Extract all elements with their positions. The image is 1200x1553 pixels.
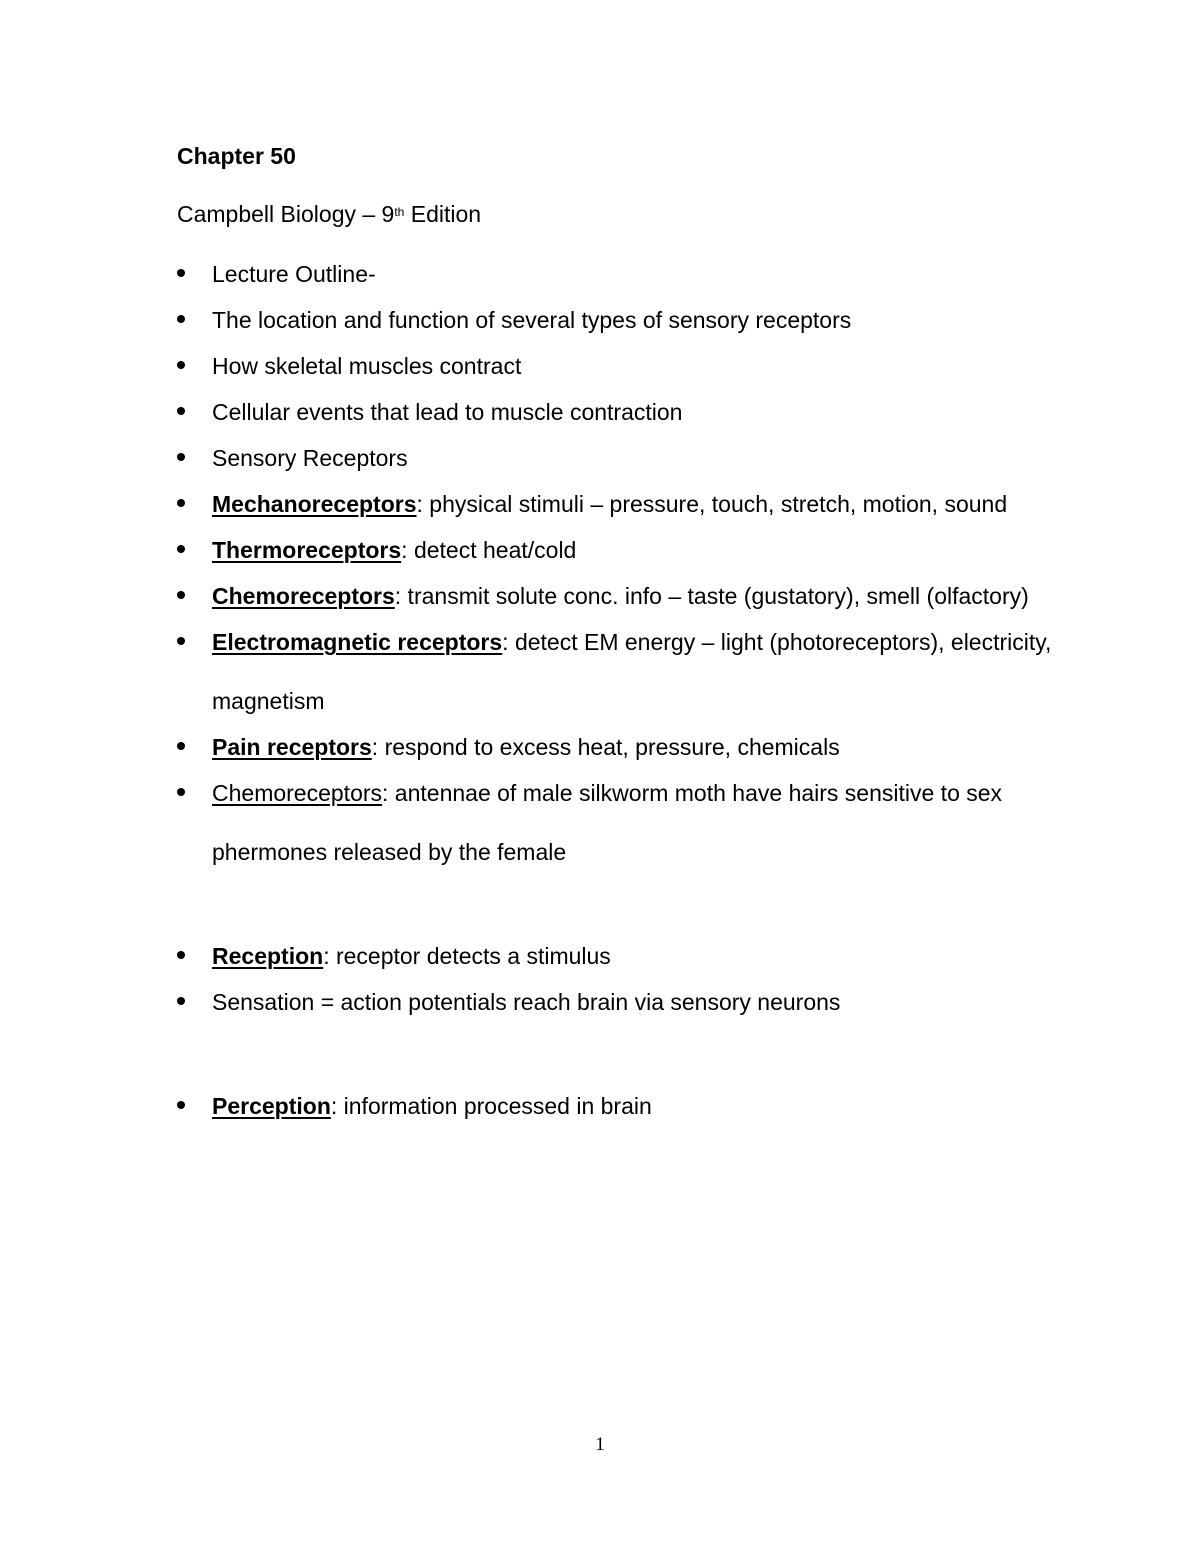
outline-item: [177, 613, 1057, 731]
edition-superscript: th: [394, 205, 405, 219]
outline-term: Chemoreceptors: [212, 583, 395, 609]
bullet-icon: [177, 1101, 185, 1109]
bullet-icon: [177, 742, 185, 750]
bullet-icon: [177, 997, 185, 1005]
bullet-icon: [177, 545, 185, 553]
bullet-icon: [177, 269, 185, 277]
outline-term: Mechanoreceptors: [212, 491, 417, 517]
edition-word: Edition: [404, 201, 482, 227]
chapter-title: Chapter 50: [177, 143, 296, 169]
page-number: 1: [595, 1434, 605, 1455]
bullet-icon: [177, 407, 185, 415]
outline-text: : respond to excess heat, pressure, chemicals: [371, 734, 840, 760]
bullet-icon: [177, 788, 185, 796]
bullet-icon: [177, 499, 185, 507]
bullet-icon: [177, 453, 185, 461]
outline-item: [177, 973, 1057, 1032]
outline-text: How skeletal muscles contract: [212, 353, 522, 379]
outline-term: Electromagnetic receptors: [212, 629, 503, 655]
outline-term: Perception: [212, 1093, 331, 1119]
bullet-icon: [177, 637, 185, 645]
outline-item: [177, 764, 1057, 882]
outline-text: : transmit solute conc. info – taste (gustatory), smell (olfactory): [394, 583, 1029, 609]
outline-term: Reception: [212, 943, 324, 969]
outline-term: Chemoreceptors: [212, 780, 383, 806]
outline-text: The location and function of several types of sensory receptors: [212, 307, 852, 333]
outline-term: Pain receptors: [212, 734, 372, 760]
outline-text: Lecture Outline-: [212, 261, 376, 287]
outline-item: [177, 1077, 1057, 1136]
outline-text: : antennae of male silkworm moth have hairs sensitive to sex phermones released by the female: [212, 780, 1003, 865]
bullet-icon: [177, 315, 185, 323]
book-title: Campbell Biology – 9: [177, 201, 395, 227]
outline-text: : receptor detects a stimulus: [323, 943, 611, 969]
outline-text: : information processed in brain: [330, 1093, 652, 1119]
outline-text: Sensory Receptors: [212, 445, 408, 471]
outline-text: : detect EM energy – light (photoreceptors), electricity, magnetism: [212, 629, 1052, 714]
outline-text: : physical stimuli – pressure, touch, stretch, motion, sound: [416, 491, 1008, 517]
outline-text: : detect heat/cold: [401, 537, 577, 563]
bullet-icon: [177, 951, 185, 959]
outline-text: Cellular events that lead to muscle contraction: [212, 399, 683, 425]
book-title-line: [177, 198, 481, 230]
outline-list: [177, 258, 1057, 1136]
outline-term: Thermoreceptors: [212, 537, 402, 563]
bullet-icon: [177, 361, 185, 369]
outline-text: Sensation = action potentials reach brain via sensory neurons: [212, 989, 841, 1015]
bullet-icon: [177, 591, 185, 599]
